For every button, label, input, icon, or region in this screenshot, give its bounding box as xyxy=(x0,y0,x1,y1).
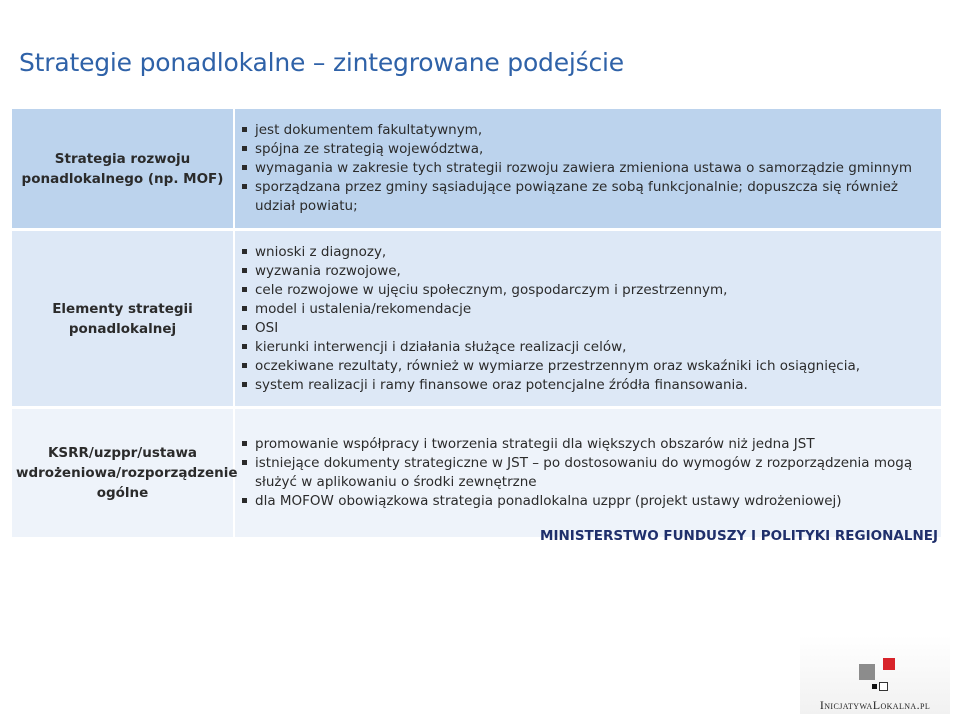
row-label: Elementy strategii ponadlokalnej xyxy=(12,230,234,408)
row-content xyxy=(234,408,941,538)
list-item: model i ustalenia/rekomendacje xyxy=(241,300,933,319)
bullet-list xyxy=(241,243,933,395)
table-row xyxy=(12,408,941,538)
slide-title: Strategie ponadlokalne – zintegrowane podejście xyxy=(19,48,624,77)
strategy-table xyxy=(12,109,941,537)
site-logo[interactable] xyxy=(800,636,950,714)
list-item: kierunki interwencji i działania służące realizacji celów, xyxy=(241,338,933,357)
logo-text: InicjatywaLokalna.pl xyxy=(819,698,931,712)
list-item: sporządzana przez gminy sąsiadujące powiązane ze sobą funkcjonalnie; dopuszcza się również udział powiatu; xyxy=(241,178,933,216)
list-item: istniejące dokumenty strategiczne w JST – po dostosowaniu do wymogów z rozporządzenia mogą służyć w aplikowaniu o środki zewnętrzne xyxy=(241,454,933,492)
ministry-name: MINISTERSTWO FUNDUSZY I POLITYKI REGIONALNEJ xyxy=(540,528,938,544)
logo-black-square xyxy=(872,684,877,689)
table-row xyxy=(12,230,941,408)
list-item: wymagania w zakresie tych strategii rozwoju zawiera zmieniona ustawa o samorządzie gminnym xyxy=(241,159,933,178)
list-item: OSI xyxy=(241,319,933,338)
bullet-list xyxy=(241,121,933,216)
logo-gray-square xyxy=(859,664,875,680)
row-content xyxy=(234,230,941,408)
list-item: oczekiwane rezultaty, również w wymiarze przestrzennym oraz wskaźniki ich osiągnięcia, xyxy=(241,357,933,376)
list-item: wyzwania rozwojowe, xyxy=(241,262,933,281)
table-row xyxy=(12,109,941,230)
list-item: wnioski z diagnozy, xyxy=(241,243,933,262)
row-label: Strategia rozwoju ponadlokalnego (np. MOF) xyxy=(12,109,234,230)
logo-squares-icon xyxy=(859,658,899,694)
list-item: system realizacji i ramy finansowe oraz potencjalne źródła finansowania. xyxy=(241,376,933,395)
list-item: promowanie współpracy i tworzenia strategii dla większych obszarów niż jedna JST xyxy=(241,435,933,454)
row-label: KSRR/uzppr/ustawa wdrożeniowa/rozporządzenie ogólne xyxy=(12,408,234,538)
logo-red-square xyxy=(883,658,895,670)
logo-outline-square xyxy=(879,682,888,691)
list-item: spójna ze strategią województwa, xyxy=(241,140,933,159)
row-content xyxy=(234,109,941,230)
bullet-list xyxy=(241,435,933,511)
list-item: dla MOFOW obowiązkowa strategia ponadlokalna uzppr (projekt ustawy wdrożeniowej) xyxy=(241,492,933,511)
list-item: cele rozwojowe w ujęciu społecznym, gospodarczym i przestrzennym, xyxy=(241,281,933,300)
list-item: jest dokumentem fakultatywnym, xyxy=(241,121,933,140)
